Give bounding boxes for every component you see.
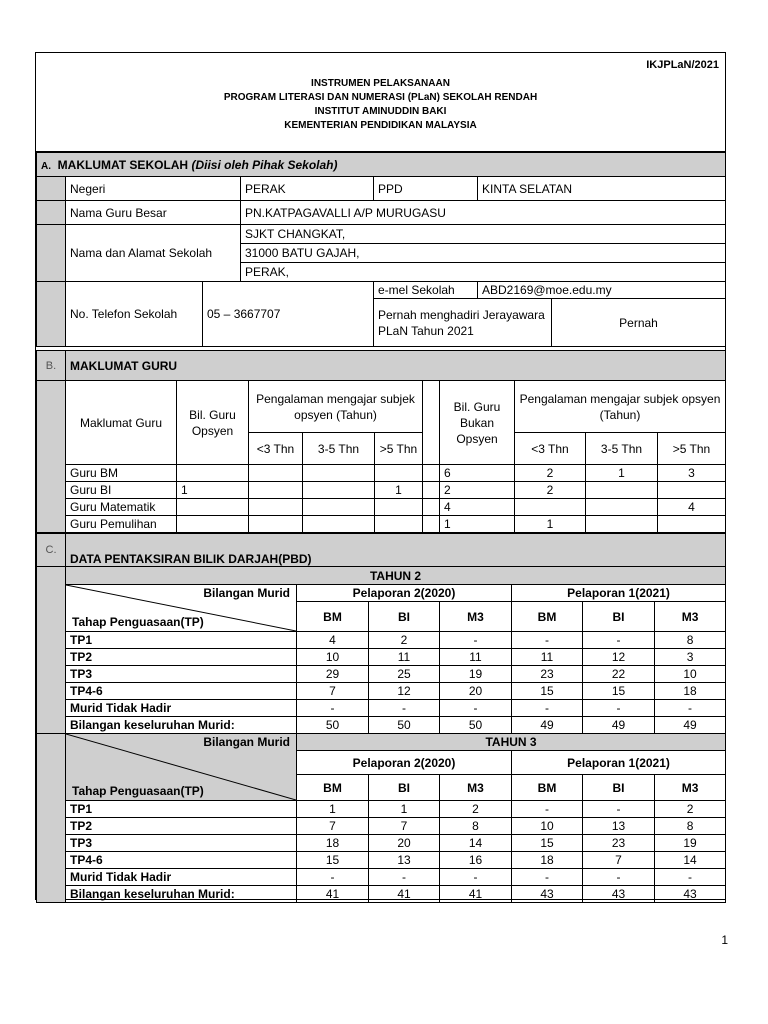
table-row: Bilangan keseluruhan Murid: 41 41 41 43 43 43	[37, 886, 726, 903]
page-number: 1	[721, 933, 728, 947]
bil-opsyen-header: Bil. Guru Opsyen	[177, 381, 249, 465]
maklumat-guru-header: Maklumat Guru	[66, 381, 177, 465]
alamat-line: 31000 BATU GAJAH,	[241, 244, 726, 263]
table-row: Guru BI 1 1 2 2	[37, 482, 726, 499]
header-line: PROGRAM LITERASI DAN NUMERASI (PLaN) SEKOLAH RENDAH	[223, 92, 538, 103]
alamat-line: PERAK,	[241, 263, 726, 282]
document-header	[36, 77, 725, 133]
section-c-title: DATA PENTAKSIRAN BILIK DARJAH(PBD)	[66, 534, 726, 567]
table-row: TP4-6 7 12 20 15 15 18	[37, 683, 726, 700]
document-code: IKJPLaN/2021	[646, 59, 719, 71]
table-row: Bilangan keseluruhan Murid: 50 50 50 49 49 49	[37, 717, 726, 734]
35b-header: 3-5 Thn	[586, 433, 658, 465]
form-frame	[35, 52, 726, 900]
header-line: INSTRUMEN PELAKSANAAN	[311, 78, 450, 89]
table-row: Guru Matematik 4 4	[37, 499, 726, 516]
diagonal-header-cell: Bilangan Murid Tahap Penguasaan(TP)	[66, 585, 297, 632]
ppd-label: PPD	[374, 177, 478, 201]
pernah-value: Pernah	[552, 299, 726, 347]
section-c-letter: C.	[37, 534, 66, 567]
pengalaman-header: Pengalaman mengajar subjek opsyen (Tahun)	[249, 381, 423, 433]
table-row: Guru Pemulihan 1 1	[37, 516, 726, 533]
section-c-table: C. DATA PENTAKSIRAN BILIK DARJAH(PBD) TAHUN 2 Bilangan Murid Tahap Penguasaan(TP) Pelaporan 2(2020) Pelaporan 1(2021) BM BI M3 BM BI M3 TP1 4 2 - - - 8 TP2 10 11 11 11 12 3 TP3 29 25 19 23 22 10 TP4-6 7 12 20 15 15 18 Murid Tidak Hadir - - - - - - Bilangan keseluruhan Murid: 50 50 50 49 49 49 Bilangan Murid Tahap Penguasaan(TP) TAHUN 3 Pelaporan 2(2020) Pelaporan 1(2021) BM BI M3 BM BI M3 TP1 1 1 2 - - 2 TP2 7 7 8 10 13 8 TP3 18 20 14 15 23 19 TP4-6 15 13 16 18 7 14 Murid Tidak Hadir - - - - - - Bilangan keseluruhan Murid: 41 41 41 43 43 43	[36, 533, 726, 903]
table-row: TP1 1 1 2 - - 2	[37, 801, 726, 818]
lt3b-header: <3 Thn	[515, 433, 586, 465]
alamat-label: Nama dan Alamat Sekolah	[66, 225, 241, 282]
header-line: KEMENTERIAN PENDIDIKAN MALAYSIA	[284, 120, 477, 131]
bil-bukan-header: Bil. Guru Bukan Opsyen	[440, 381, 515, 465]
header-line: INSTITUT AMINUDDIN BAKI	[314, 106, 447, 117]
telefon-label: No. Telefon Sekolah	[66, 282, 203, 347]
tahun-3-title: TAHUN 3	[297, 734, 726, 751]
table-row: TP4-6 15 13 16 18 7 14	[37, 852, 726, 869]
pelaporan-1-header: Pelaporan 1(2021)	[512, 751, 726, 775]
section-b-title: MAKLUMAT GURU	[66, 351, 726, 381]
pelaporan-1-header: Pelaporan 1(2021)	[512, 585, 726, 602]
table-row: TP2 7 7 8 10 13 8	[37, 818, 726, 835]
section-b-table	[36, 350, 726, 533]
table-row: TP3 29 25 19 23 22 10	[37, 666, 726, 683]
section-a-table	[36, 152, 726, 347]
emel-value: ABD2169@moe.edu.my	[478, 282, 726, 299]
negeri-label: Negeri	[66, 177, 241, 201]
ppd-value: KINTA SELATAN	[478, 177, 726, 201]
pelaporan-2-header: Pelaporan 2(2020)	[297, 585, 512, 602]
gt5b-header: >5 Thn	[658, 433, 726, 465]
alamat-line: SJKT CHANGKAT,	[241, 225, 726, 244]
table-row: Murid Tidak Hadir - - - - - -	[37, 869, 726, 886]
table-row: TP3 18 20 14 15 23 19	[37, 835, 726, 852]
guru-besar-label: Nama Guru Besar	[66, 201, 241, 225]
tahun-2-title: TAHUN 2	[66, 567, 726, 585]
section-b-letter: B.	[37, 351, 66, 381]
emel-label: e-mel Sekolah	[374, 282, 478, 299]
table-row: TP2 10 11 11 11 12 3	[37, 649, 726, 666]
telefon-value: 05 – 3667707	[203, 282, 374, 347]
table-row: TP1 4 2 - - - 8	[37, 632, 726, 649]
pengalaman-bukan-header: Pengalaman mengajar subjek opsyen (Tahun)	[515, 381, 726, 433]
table-row: Murid Tidak Hadir - - - - - -	[37, 700, 726, 717]
lt3-header: <3 Thn	[249, 433, 303, 465]
diagonal-header-cell: Bilangan Murid Tahap Penguasaan(TP)	[66, 734, 297, 801]
guru-besar-value: PN.KATPAGAVALLI A/P MURUGASU	[241, 201, 726, 225]
table-row: Guru BM 6 2 1 3	[37, 465, 726, 482]
pernah-label: Pernah menghadiri Jerayawara PLaN Tahun 2021	[374, 299, 552, 347]
negeri-value: PERAK	[241, 177, 374, 201]
gt5-header: >5 Thn	[375, 433, 423, 465]
pelaporan-2-header: Pelaporan 2(2020)	[297, 751, 512, 775]
35-header: 3-5 Thn	[303, 433, 375, 465]
section-a-title: A. MAKLUMAT SEKOLAH (Diisi oleh Pihak Sekolah)	[37, 153, 726, 177]
